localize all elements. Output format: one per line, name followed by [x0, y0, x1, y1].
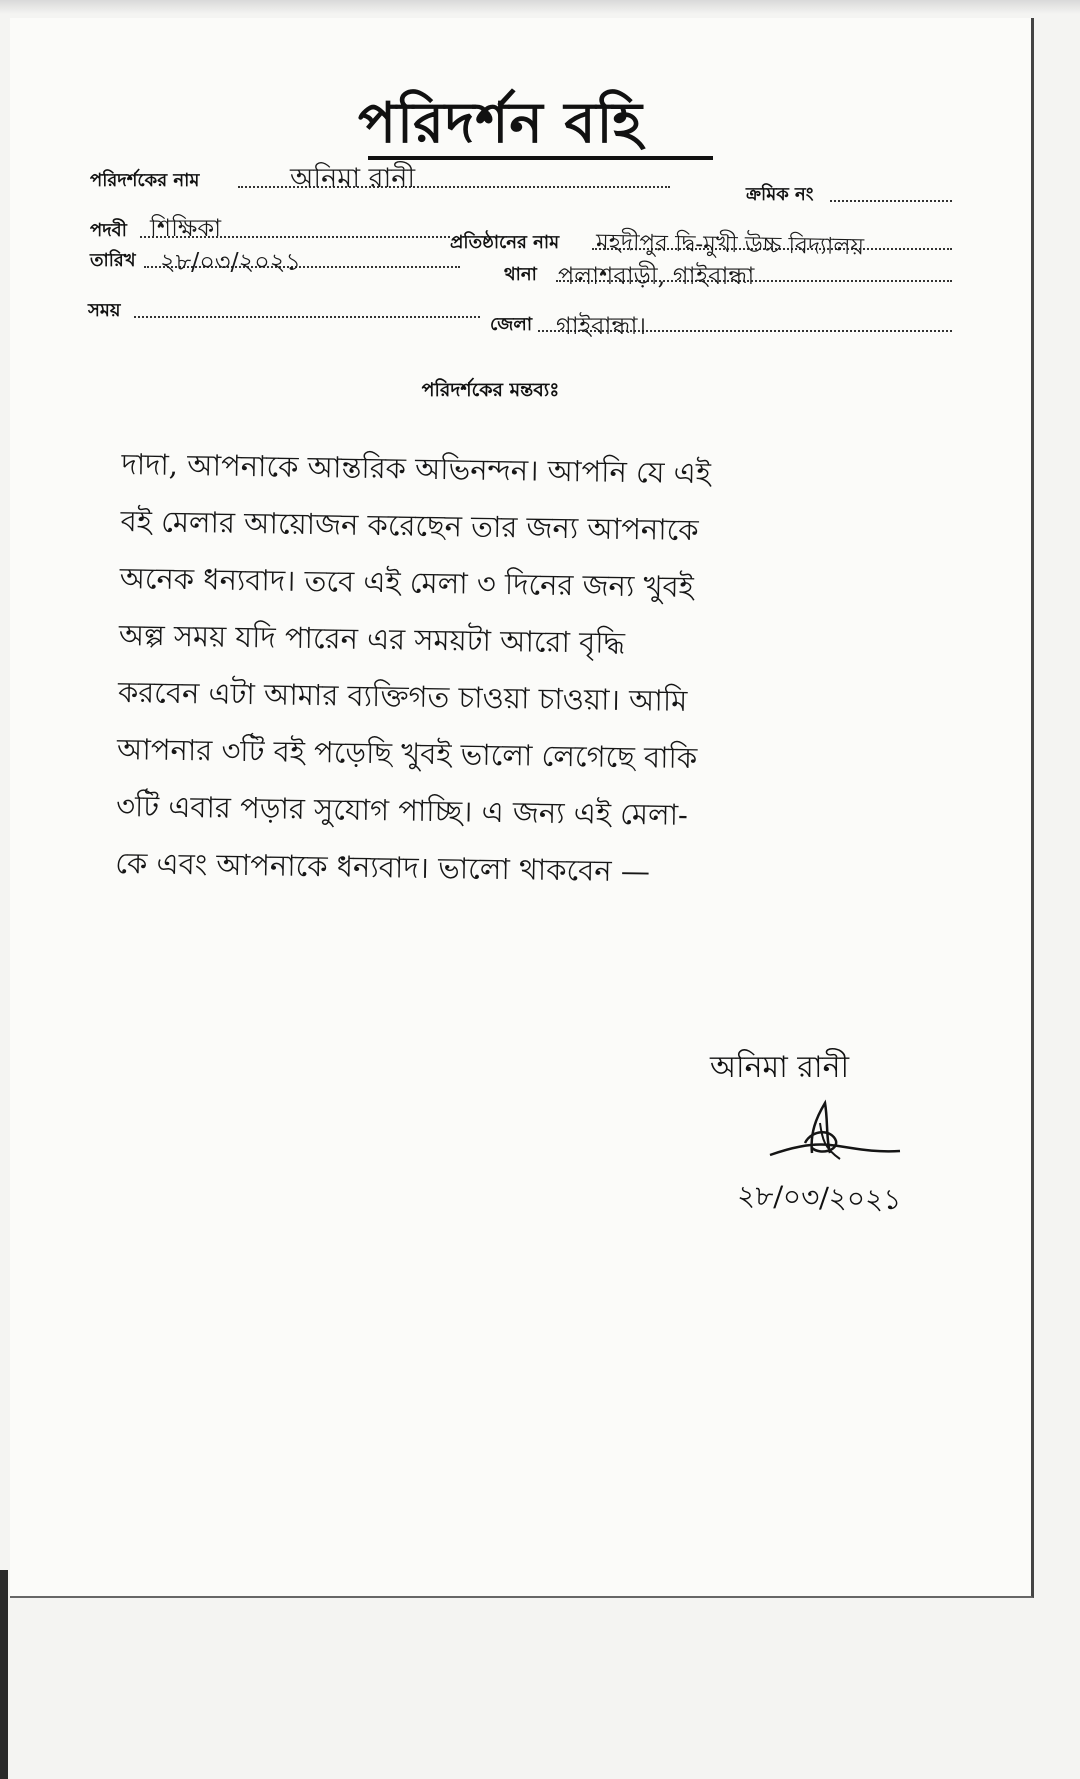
- time-dots: [134, 316, 480, 318]
- inspector-name-value: অনিমা রানী: [290, 163, 416, 194]
- remarks-line: দাদা, আপনাকে আন্তরিক অভিনন্দন। আপনি যে এই: [121, 446, 712, 491]
- institution-name-label: প্রতিষ্ঠানের নাম: [450, 232, 560, 253]
- time-label: সময়: [88, 300, 121, 321]
- remarks-line: অল্প সময় যদি পারেন এর সময়টা আরো বৃদ্ধি: [118, 617, 626, 660]
- signer-name: অনিমা রানী: [710, 1050, 850, 1085]
- date-label: তারিখ: [90, 250, 136, 271]
- remarks-line: ৩টি এবার পড়ার সুযোগ পাচ্ছি। এ জন্য এই মেলা-: [115, 788, 689, 832]
- remarks-heading: পরিদর্শকের মন্তব্যঃ: [421, 379, 560, 401]
- page-title: পরিদর্শন বহি: [358, 91, 643, 156]
- remarks-line: করবেন এটা আমার ব্যক্তিগত চাওয়া চাওয়া। আমি: [117, 674, 688, 718]
- remarks-text: [115, 436, 982, 905]
- designation-value: শিক্ষিকা: [150, 214, 222, 242]
- district-value: গাইবান্ধা।: [556, 312, 647, 340]
- inspection-book-page: [10, 18, 1034, 1598]
- signature-date: ২৮/০৩/২০২১: [736, 1178, 902, 1217]
- scan-edge-top: [0, 0, 1080, 14]
- date-value: ২৮/০৩/২০২১: [160, 248, 301, 276]
- scan-edge-left: [0, 1570, 8, 1779]
- remarks-line: আপনার ৩টি বই পড়েছি খুবই ভালো লেগেছে বাকি: [116, 731, 698, 776]
- remarks-line: অনেক ধন্যবাদ। তবে এই মেলা ৩ দিনের জন্য খুবই: [119, 560, 695, 604]
- serial-no-dots: [830, 200, 952, 202]
- remarks-line: কে এবং আপনাকে ধন্যবাদ। ভালো থাকবেন —: [115, 845, 651, 889]
- serial-no-label: ক্রমিক নং: [746, 184, 814, 205]
- title-underline: [368, 156, 713, 160]
- designation-label: পদবী: [90, 220, 127, 241]
- thana-label: থানা: [504, 264, 537, 285]
- institution-name-value: মহদীপুর দ্বি-মুখী উচ্চ বিদ্যালয়: [595, 229, 865, 261]
- district-label: জেলা: [490, 314, 533, 335]
- remarks-line: বই মেলার আয়োজন করেছেন তার জন্য আপনাকে: [120, 503, 699, 548]
- handwritten-signature: [750, 1093, 910, 1183]
- thana-value: পলাশবাড়ী, গাইবান্ধা: [558, 262, 755, 290]
- inspector-name-label: পরিদর্শকের নাম: [90, 170, 200, 191]
